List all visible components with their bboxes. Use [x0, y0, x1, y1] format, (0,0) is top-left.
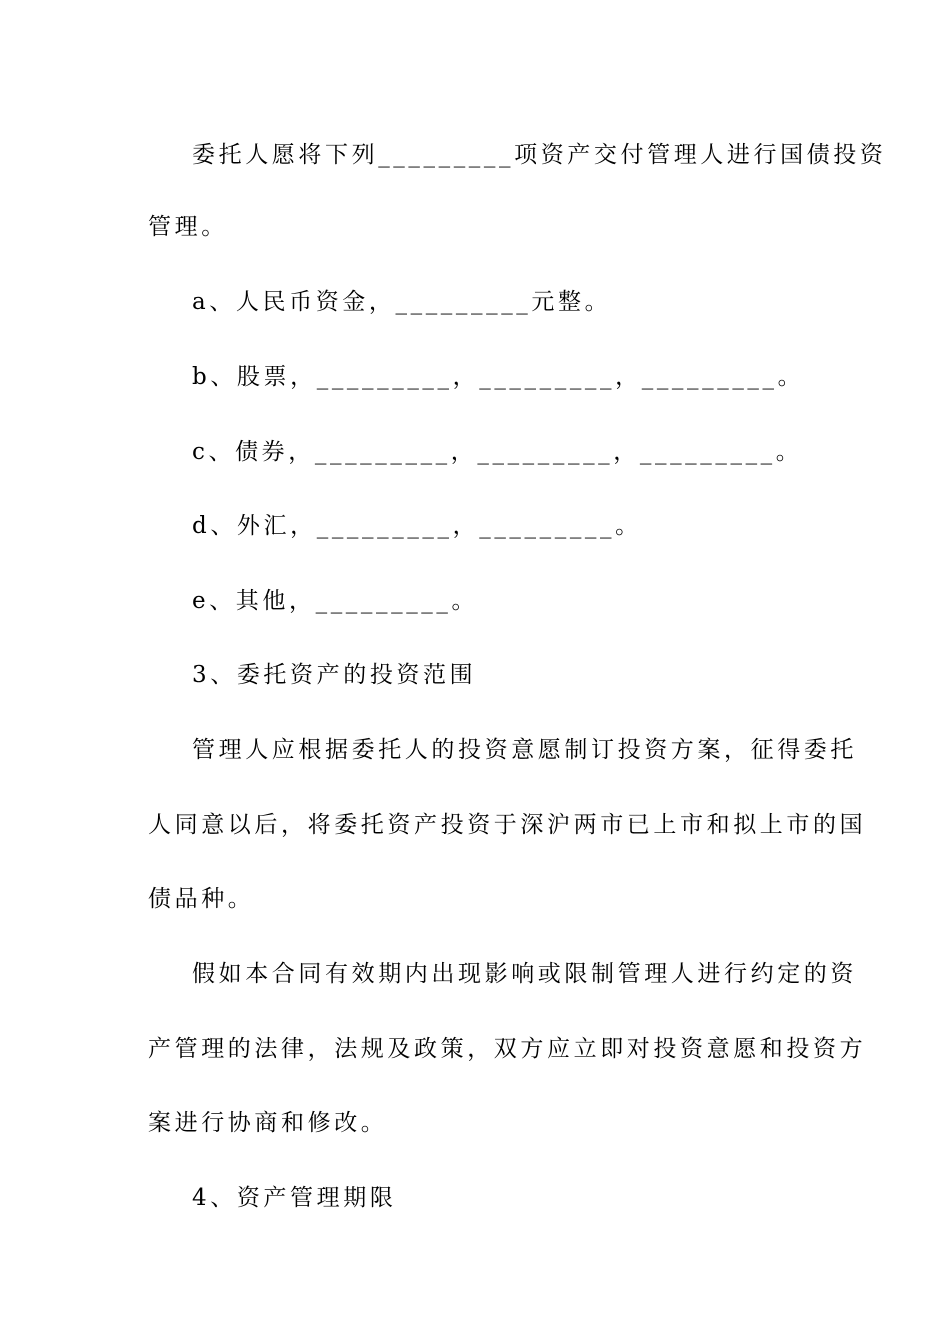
paragraph-investment-scope-line-2: 人同意以后，将委托资产投资于深沪两市已上市和拟上市的国 [148, 812, 867, 838]
paragraph-investment-scope-line-1: 管理人应根据委托人的投资意愿制订投资方案，征得委托 [192, 737, 857, 763]
paragraph-policy-change-line-1: 假如本合同有效期内出现影响或限制管理人进行约定的资 [192, 961, 857, 987]
paragraph-asset-delivery-line-1: 委托人愿将下列_________项资产交付管理人进行国债投资 [192, 142, 887, 168]
section-3-heading: 3、委托资产的投资范围 [192, 662, 477, 688]
item-d-forex: d、外汇，_________，_________。 [192, 513, 642, 539]
paragraph-asset-delivery-line-2: 管理。 [148, 214, 228, 240]
paragraph-investment-scope-line-3: 债品种。 [148, 886, 255, 912]
item-c-bonds: c、债券，_________，_________，_________。 [192, 439, 803, 465]
paragraph-policy-change-line-3: 案进行协商和修改。 [148, 1110, 388, 1136]
section-4-heading: 4、资产管理期限 [192, 1185, 397, 1211]
item-a-rmb-funds: a、人民币资金，_________元整。 [192, 289, 612, 315]
item-b-stocks: b、股票，_________，_________，_________。 [192, 364, 805, 390]
item-e-other: e、其他，_________。 [192, 588, 479, 614]
paragraph-policy-change-line-2: 产管理的法律，法规及政策，双方应立即对投资意愿和投资方 [148, 1036, 867, 1062]
